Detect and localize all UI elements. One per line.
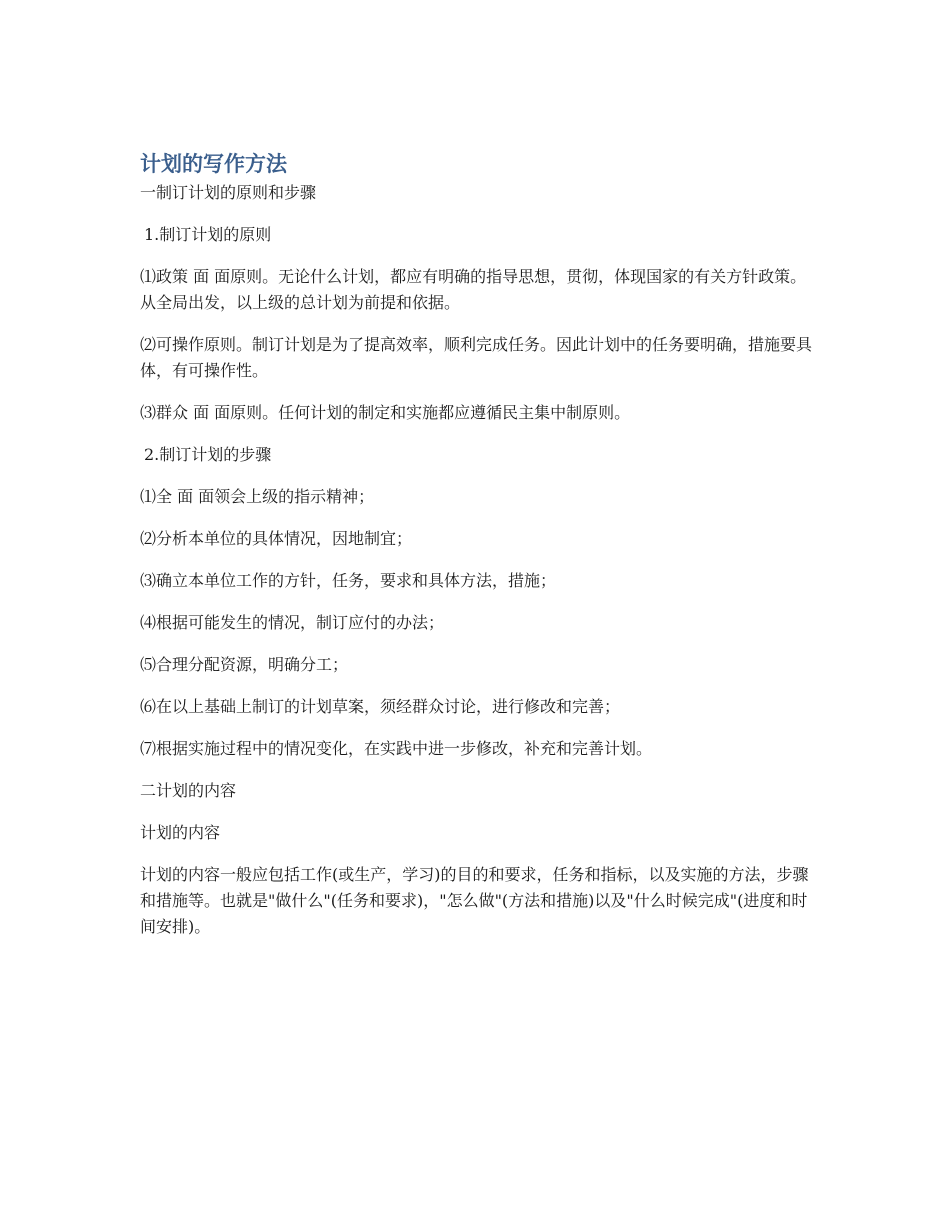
step-item: ⑵分析本单位的具体情况，因地制宜； (140, 529, 413, 548)
sub2-heading: 2.制订计划的步骤 (144, 445, 272, 464)
sub1-heading: 1.制订计划的原则 (144, 225, 272, 244)
section2-heading: 二计划的内容 (140, 781, 237, 800)
step-item: ⑺根据实施过程中的情况变化，在实践中进一步修改，补充和完善计划。 (140, 739, 653, 758)
step-item: ⑸合理分配资源，明确分工； (140, 655, 349, 674)
step-item: ⑶确立本单位工作的方针，任务，要求和具体方法，措施； (140, 571, 557, 590)
principle-item: ⑵可操作原则。制订计划是为了提高效率，顺利完成任务。因此计划中的任务要明确，措施要具体，有可操作性。 (140, 335, 813, 380)
principle-item: ⑶群众 面 面原则。任何计划的制定和实施都应遵循民主集中制原则。 (140, 403, 631, 422)
document-title: 计划的写作方法 (140, 152, 287, 176)
content-heading: 计划的内容 (140, 823, 221, 842)
content-body: 计划的内容一般应包括工作(或生产，学习)的目的和要求，任务和指标，以及实施的方法，步骤和措施等。也就是"做什么"(任务和要求)，"怎么做"(方法和措施)以及"什么时候完成"(进度和时间安排)。 (140, 865, 809, 936)
step-item: ⑷根据可能发生的情况，制订应付的办法； (140, 613, 445, 632)
step-item: ⑴全 面 面领会上级的指示精神； (140, 487, 375, 506)
document-page (140, 150, 812, 956)
step-item: ⑹在以上基础上制订的计划草案，须经群众讨论，进行修改和完善； (140, 697, 621, 716)
section1-heading: 一制订计划的原则和步骤 (140, 183, 317, 202)
principle-item: ⑴政策 面 面原则。无论什么计划，都应有明确的指导思想，贯彻，体现国家的有关方针政策。从全局出发，以上级的总计划为前提和依据。 (140, 267, 807, 312)
